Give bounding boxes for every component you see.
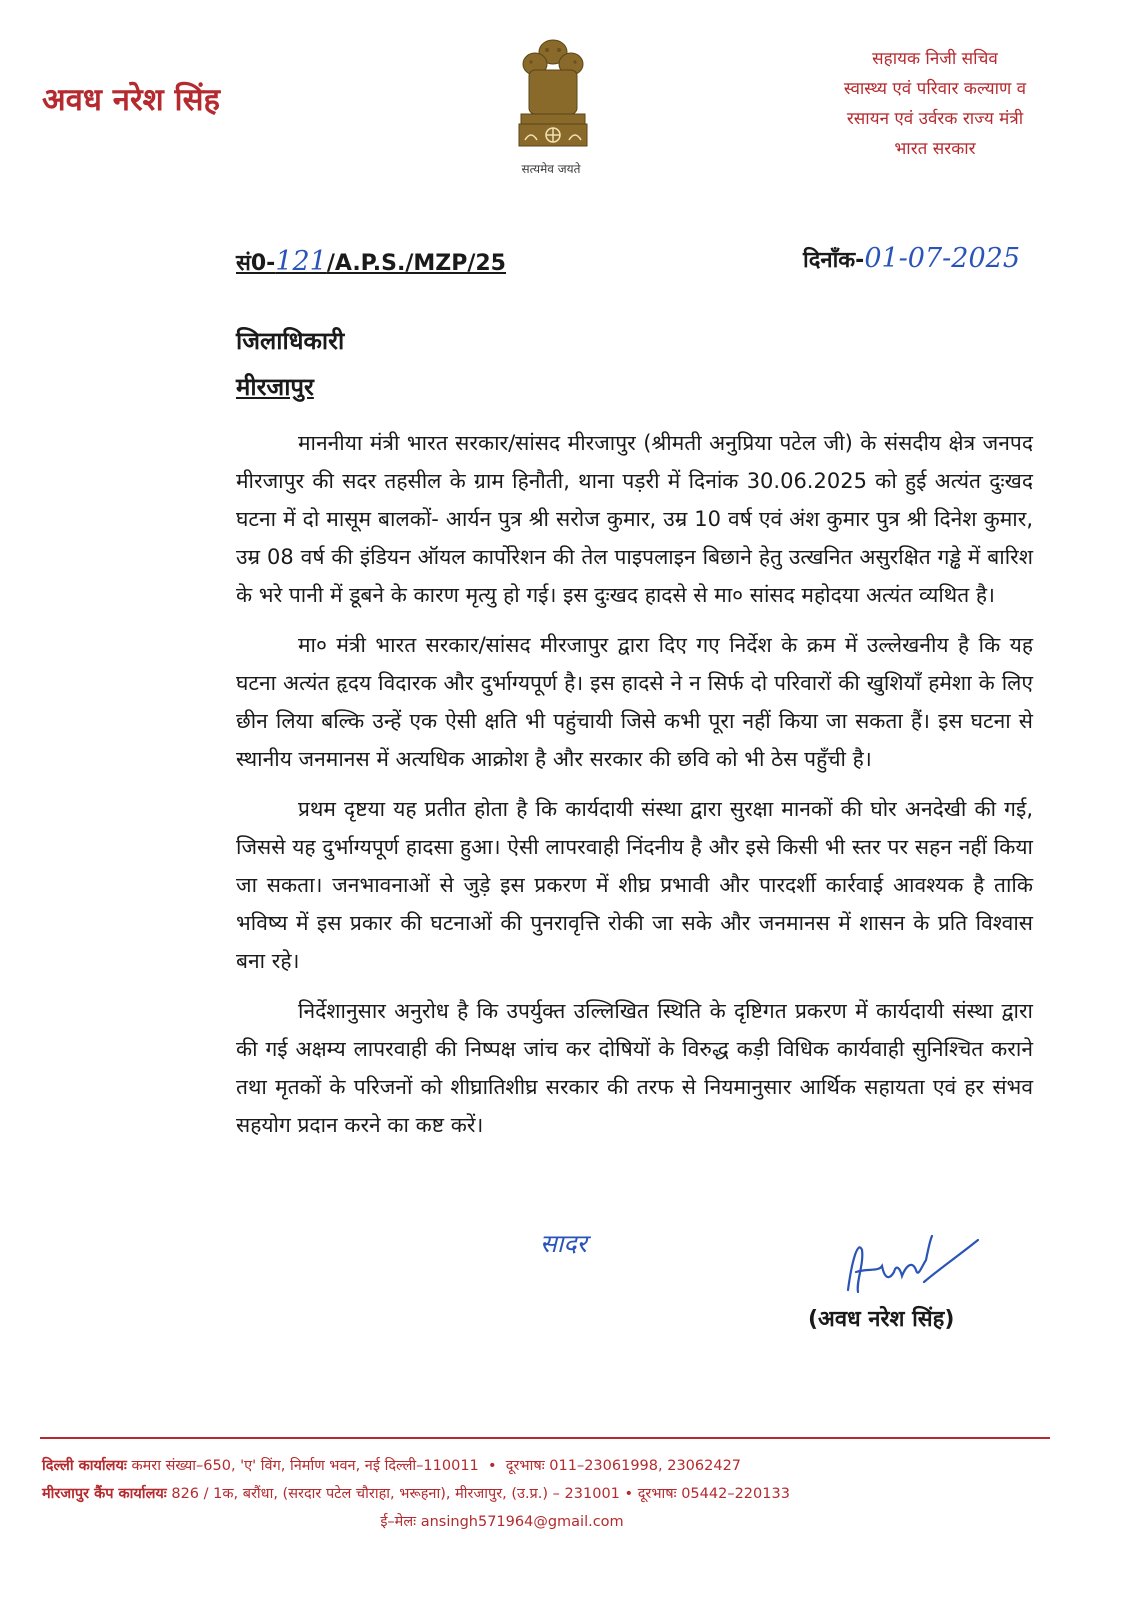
footer-email [42, 1508, 962, 1536]
addressee-title: जिलाधिकारी [236, 327, 345, 355]
footer-divider [40, 1437, 1050, 1439]
designation-line: भारत सरकार [894, 139, 976, 159]
delhi-phone: 011–23061998, 23062427 [549, 1458, 742, 1474]
email-address[interactable]: ansingh571964@gmail.com [420, 1514, 624, 1530]
signatory-name: (अवध नरेश सिंह) [808, 1307, 955, 1332]
body-paragraph: प्रथम दृष्टया यह प्रतीत होता है कि कार्यदायी संस्था द्वारा सुरक्षा मानकों की घोर अनदेखी की गई, जिससे यह दुर्भाग्यपूर्ण हादसा हुआ। ऐसी लापरवाही निंदनीय है और इसे किसी भी स्तर पर सहन नहीं किया जा सकता। जनभावनाओं से जुड़े इस प्रकरण में शीघ्र प्रभावी और पारदर्शी कार्रवाई आवश्यक है ताकि भविष्य में इस प्रकार की घटनाओं की पुनरावृत्ति रोकी जा सके और जनमानस में शासन के प्रति विश्वास बना रहे। [236, 797, 1033, 973]
letter-date [803, 243, 1020, 274]
camp-office-address: 826 / 1क, बरौंधा, (सरदार पटेल चौराहा, भरूहना), मीरजापुर, (उ.प्र.) – 231001 [171, 1486, 620, 1502]
designation-line: सहायक निजी सचिव [872, 49, 998, 69]
camp-phone-label: दूरभाषः [637, 1486, 677, 1502]
reference-number [236, 246, 506, 277]
designation-line: स्वास्थ्य एवं परिवार कल्याण व [843, 79, 1027, 99]
camp-phone: 05442–220133 [681, 1486, 790, 1502]
reference-handwritten-number: 121 [275, 246, 327, 277]
national-emblem-icon [505, 30, 601, 180]
closing-salutation: सादर [540, 1229, 587, 1258]
addressee [236, 318, 344, 410]
delhi-phone-label: दूरभाषः [505, 1458, 545, 1474]
email-label: ई–मेलः [380, 1514, 417, 1530]
delhi-office-address: कमरा संख्या–650, 'ए' विंग, निर्माण भवन, नई दिल्ली–110011 [131, 1458, 479, 1474]
reference-suffix: /A.P.S./MZP/25 [326, 251, 506, 276]
footer-addresses [42, 1452, 1082, 1536]
date-handwritten-value: 01-07-2025 [864, 243, 1020, 274]
date-label: दिनाँक- [803, 248, 865, 273]
addressee-city: मीरजापुर [236, 373, 314, 401]
designation-block [790, 44, 1080, 164]
body-paragraph: माननीया मंत्री भारत सरकार/सांसद मीरजापुर (श्रीमती अनुप्रिया पटेल जी) के संसदीय क्षेत्र जनपद मीरजापुर की सदर तहसील के ग्राम हिनौती, थाना पड़री में दिनांक 30.06.2025 को हुई अत्यंत दुःखद घटना में दो मासूम बालकों- आर्यन पुत्र श्री सरोज कुमार, उम्र 10 वर्ष एवं अंश कुमार पुत्र श्री दिनेश कुमार, उम्र 08 वर्ष की इंडियन ऑयल कार्पोरेशन की तेल पाइपलाइन बिछाने हेतु उत्खनित असुरक्षित गड्ढे में बारिश के भरे पानी में डूबने के कारण मृत्यु हो गई। इस दुःखद हादसे से मा० सांसद महोदया अत्यंत व्यथित है। [236, 431, 1033, 607]
delhi-office-label: दिल्ली कार्यालयः [42, 1458, 127, 1474]
camp-office-label: मीरजापुर कैंप कार्यालयः [42, 1486, 167, 1502]
body-paragraph: निर्देशानुसार अनुरोध है कि उपर्युक्त उल्लिखित स्थिति के दृष्टिगत प्रकरण में कार्यदायी संस्था द्वारा की गई अक्षम्य लापरवाही की निष्पक्ष जांच कर दोषियों के विरुद्ध कड़ी विधिक कार्यवाही सुनिश्चित कराने तथा मृतकों के परिजनों को शीघ्रातिशीघ्र सरकार की तरफ से नियमानुसार आर्थिक सहायता एवं हर संभव सहयोग प्रदान करने का कष्ट करें। [236, 999, 1033, 1137]
designation-line: रसायन एवं उर्वरक राज्य मंत्री [846, 109, 1024, 129]
sender-name: अवध नरेश सिंह [42, 82, 220, 118]
handwritten-signature [838, 1220, 988, 1310]
footer-camp-office: मीरजापुर कैंप कार्यालयः 826 / 1क, बरौंधा, (सरदार पटेल चौराहा, भरूहना), मीरजापुर, (उ.प्र.) – 231001 • दूरभाषः 05442–220133 [42, 1486, 790, 1502]
footer-delhi-office: दिल्ली कार्यालयः कमरा संख्या–650, 'ए' विंग, निर्माण भवन, नई दिल्ली–110011 • दूरभाषः 011–23061998, 23062427 [42, 1458, 742, 1474]
emblem-motto: सत्यमेव जयते [521, 162, 581, 176]
letter-body [236, 424, 1033, 1156]
reference-prefix: सं0- [236, 251, 276, 276]
body-paragraph: मा० मंत्री भारत सरकार/सांसद मीरजापुर द्वारा दिए गए निर्देश के क्रम में उल्लेखनीय है कि यह घटना अत्यंत हृदय विदारक और दुर्भाग्यपूर्ण है। इस हादसे ने न सिर्फ दो परिवारों की खुशियाँ हमेशा के लिए छीन लिया बल्कि उन्हें एक ऐसी क्षति भी पहुंचायी जिसे कभी पूरा नहीं किया जा सकता हैं। इस घटना से स्थानीय जनमानस में अत्यधिक आक्रोश है और सरकार की छवि को भी ठेस पहुँची है। [236, 633, 1033, 771]
